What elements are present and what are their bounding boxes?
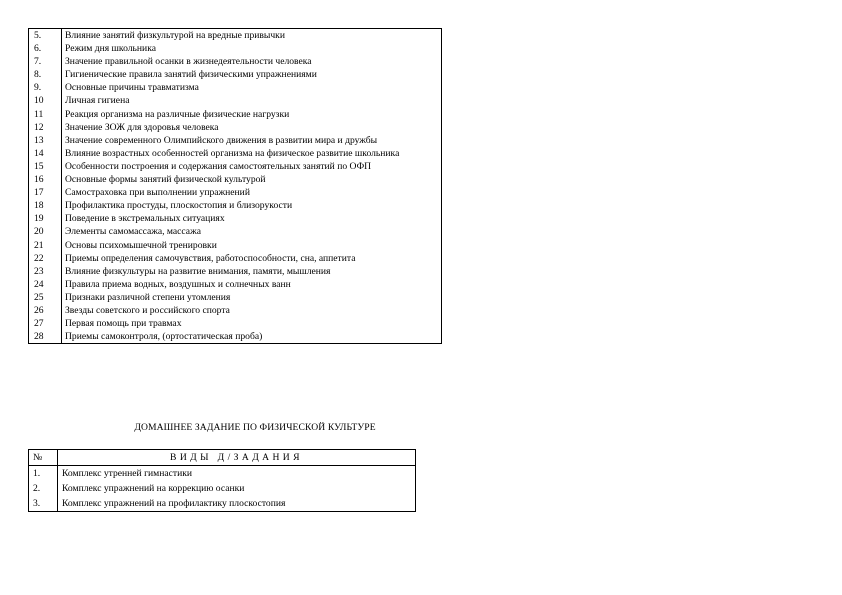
topic-text: Значение ЗОЖ для здоровья человека	[62, 121, 442, 134]
topic-number: 8.	[29, 68, 62, 81]
homework-number: 1.	[29, 466, 58, 482]
topic-text: Режим дня школьника	[62, 42, 442, 55]
topic-text: Поведение в экстремальных ситуациях	[62, 212, 442, 225]
topic-text: Влияние занятий физкультурой на вредные привычки	[62, 29, 442, 43]
topic-text: Значение правильной осанки в жизнедеятельности человека	[62, 55, 442, 68]
topic-row	[29, 225, 442, 238]
topic-number: 18	[29, 199, 62, 212]
topic-text: Первая помощь при травмах	[62, 317, 442, 330]
homework-row	[29, 496, 416, 512]
homework-text: Комплекс утренней гимнастики	[58, 466, 416, 482]
homework-title: ДОМАШНЕЕ ЗАДАНИЕ ПО ФИЗИЧЕСКОЙ КУЛЬТУРЕ	[134, 422, 376, 433]
topic-number: 16	[29, 173, 62, 186]
topic-row	[29, 42, 442, 55]
topics-table-body	[29, 29, 442, 344]
topic-text: Особенности построения и содержания самостоятельных занятий по ОФП	[62, 160, 442, 173]
topic-row	[29, 147, 442, 160]
topic-number: 22	[29, 252, 62, 265]
topic-row	[29, 212, 442, 225]
homework-table-body	[29, 466, 416, 512]
homework-text: Комплекс упражнений на профилактику плоскостопия	[58, 496, 416, 512]
topic-text: Приемы определения самочувствия, работоспособности, сна, аппетита	[62, 252, 442, 265]
homework-header-num: №	[29, 450, 58, 466]
topic-number: 12	[29, 121, 62, 134]
topic-row	[29, 121, 442, 134]
topic-text: Самостраховка при выполнении упражнений	[62, 186, 442, 199]
topic-number: 11	[29, 108, 62, 121]
topic-number: 26	[29, 304, 62, 317]
homework-table	[28, 449, 416, 512]
topic-number: 21	[29, 239, 62, 252]
homework-header-row	[29, 450, 416, 466]
topic-number: 10	[29, 94, 62, 107]
topic-text: Гигиенические правила занятий физическими упражнениями	[62, 68, 442, 81]
topic-row	[29, 134, 442, 147]
topic-row	[29, 68, 442, 81]
topic-text: Влияние физкультуры на развитие внимания, памяти, мышления	[62, 265, 442, 278]
topic-number: 15	[29, 160, 62, 173]
topic-number: 13	[29, 134, 62, 147]
topic-row	[29, 81, 442, 94]
topic-number: 28	[29, 330, 62, 344]
topic-row	[29, 304, 442, 317]
homework-row	[29, 466, 416, 482]
topic-number: 24	[29, 278, 62, 291]
topic-number: 5.	[29, 29, 62, 43]
topic-text: Влияние возрастных особенностей организма на физическое развитие школьника	[62, 147, 442, 160]
topic-row	[29, 239, 442, 252]
topic-number: 25	[29, 291, 62, 304]
topic-row	[29, 252, 442, 265]
topic-row	[29, 317, 442, 330]
topic-row	[29, 55, 442, 68]
topic-number: 7.	[29, 55, 62, 68]
topic-text: Основные причины травматизма	[62, 81, 442, 94]
homework-row	[29, 481, 416, 496]
topic-number: 6.	[29, 42, 62, 55]
topic-row	[29, 330, 442, 344]
topic-number: 27	[29, 317, 62, 330]
topic-text: Значение современного Олимпийского движения в развитии мира и дружбы	[62, 134, 442, 147]
topic-text: Личная гигиена	[62, 94, 442, 107]
topic-text: Приемы самоконтроля, (ортостатическая проба)	[62, 330, 442, 344]
homework-number: 2.	[29, 481, 58, 496]
topic-row	[29, 199, 442, 212]
topic-text: Реакция организма на различные физические нагрузки	[62, 108, 442, 121]
topic-number: 17	[29, 186, 62, 199]
topic-number: 23	[29, 265, 62, 278]
topic-number: 20	[29, 225, 62, 238]
topic-row	[29, 94, 442, 107]
homework-number: 3.	[29, 496, 58, 512]
topic-number: 9.	[29, 81, 62, 94]
topic-row	[29, 160, 442, 173]
topic-text: Элементы самомассажа, массажа	[62, 225, 442, 238]
topic-text: Правила приема водных, воздушных и солнечных ванн	[62, 278, 442, 291]
topic-text: Основы психомышечной тренировки	[62, 239, 442, 252]
topic-row	[29, 108, 442, 121]
topic-text: Признаки различной степени утомления	[62, 291, 442, 304]
topic-row	[29, 278, 442, 291]
topic-text: Профилактика простуды, плоскостопия и близорукости	[62, 199, 442, 212]
topic-row	[29, 265, 442, 278]
homework-text: Комплекс упражнений на коррекцию осанки	[58, 481, 416, 496]
topic-row	[29, 291, 442, 304]
topic-text: Основные формы занятий физической культурой	[62, 173, 442, 186]
topic-row	[29, 173, 442, 186]
topics-table	[28, 28, 442, 344]
homework-header-title: ВИДЫ Д/ЗАДАНИЯ	[58, 450, 416, 466]
topic-number: 14	[29, 147, 62, 160]
topic-row	[29, 186, 442, 199]
topic-number: 19	[29, 212, 62, 225]
topic-row	[29, 29, 442, 43]
topic-text: Звезды советского и российского спорта	[62, 304, 442, 317]
